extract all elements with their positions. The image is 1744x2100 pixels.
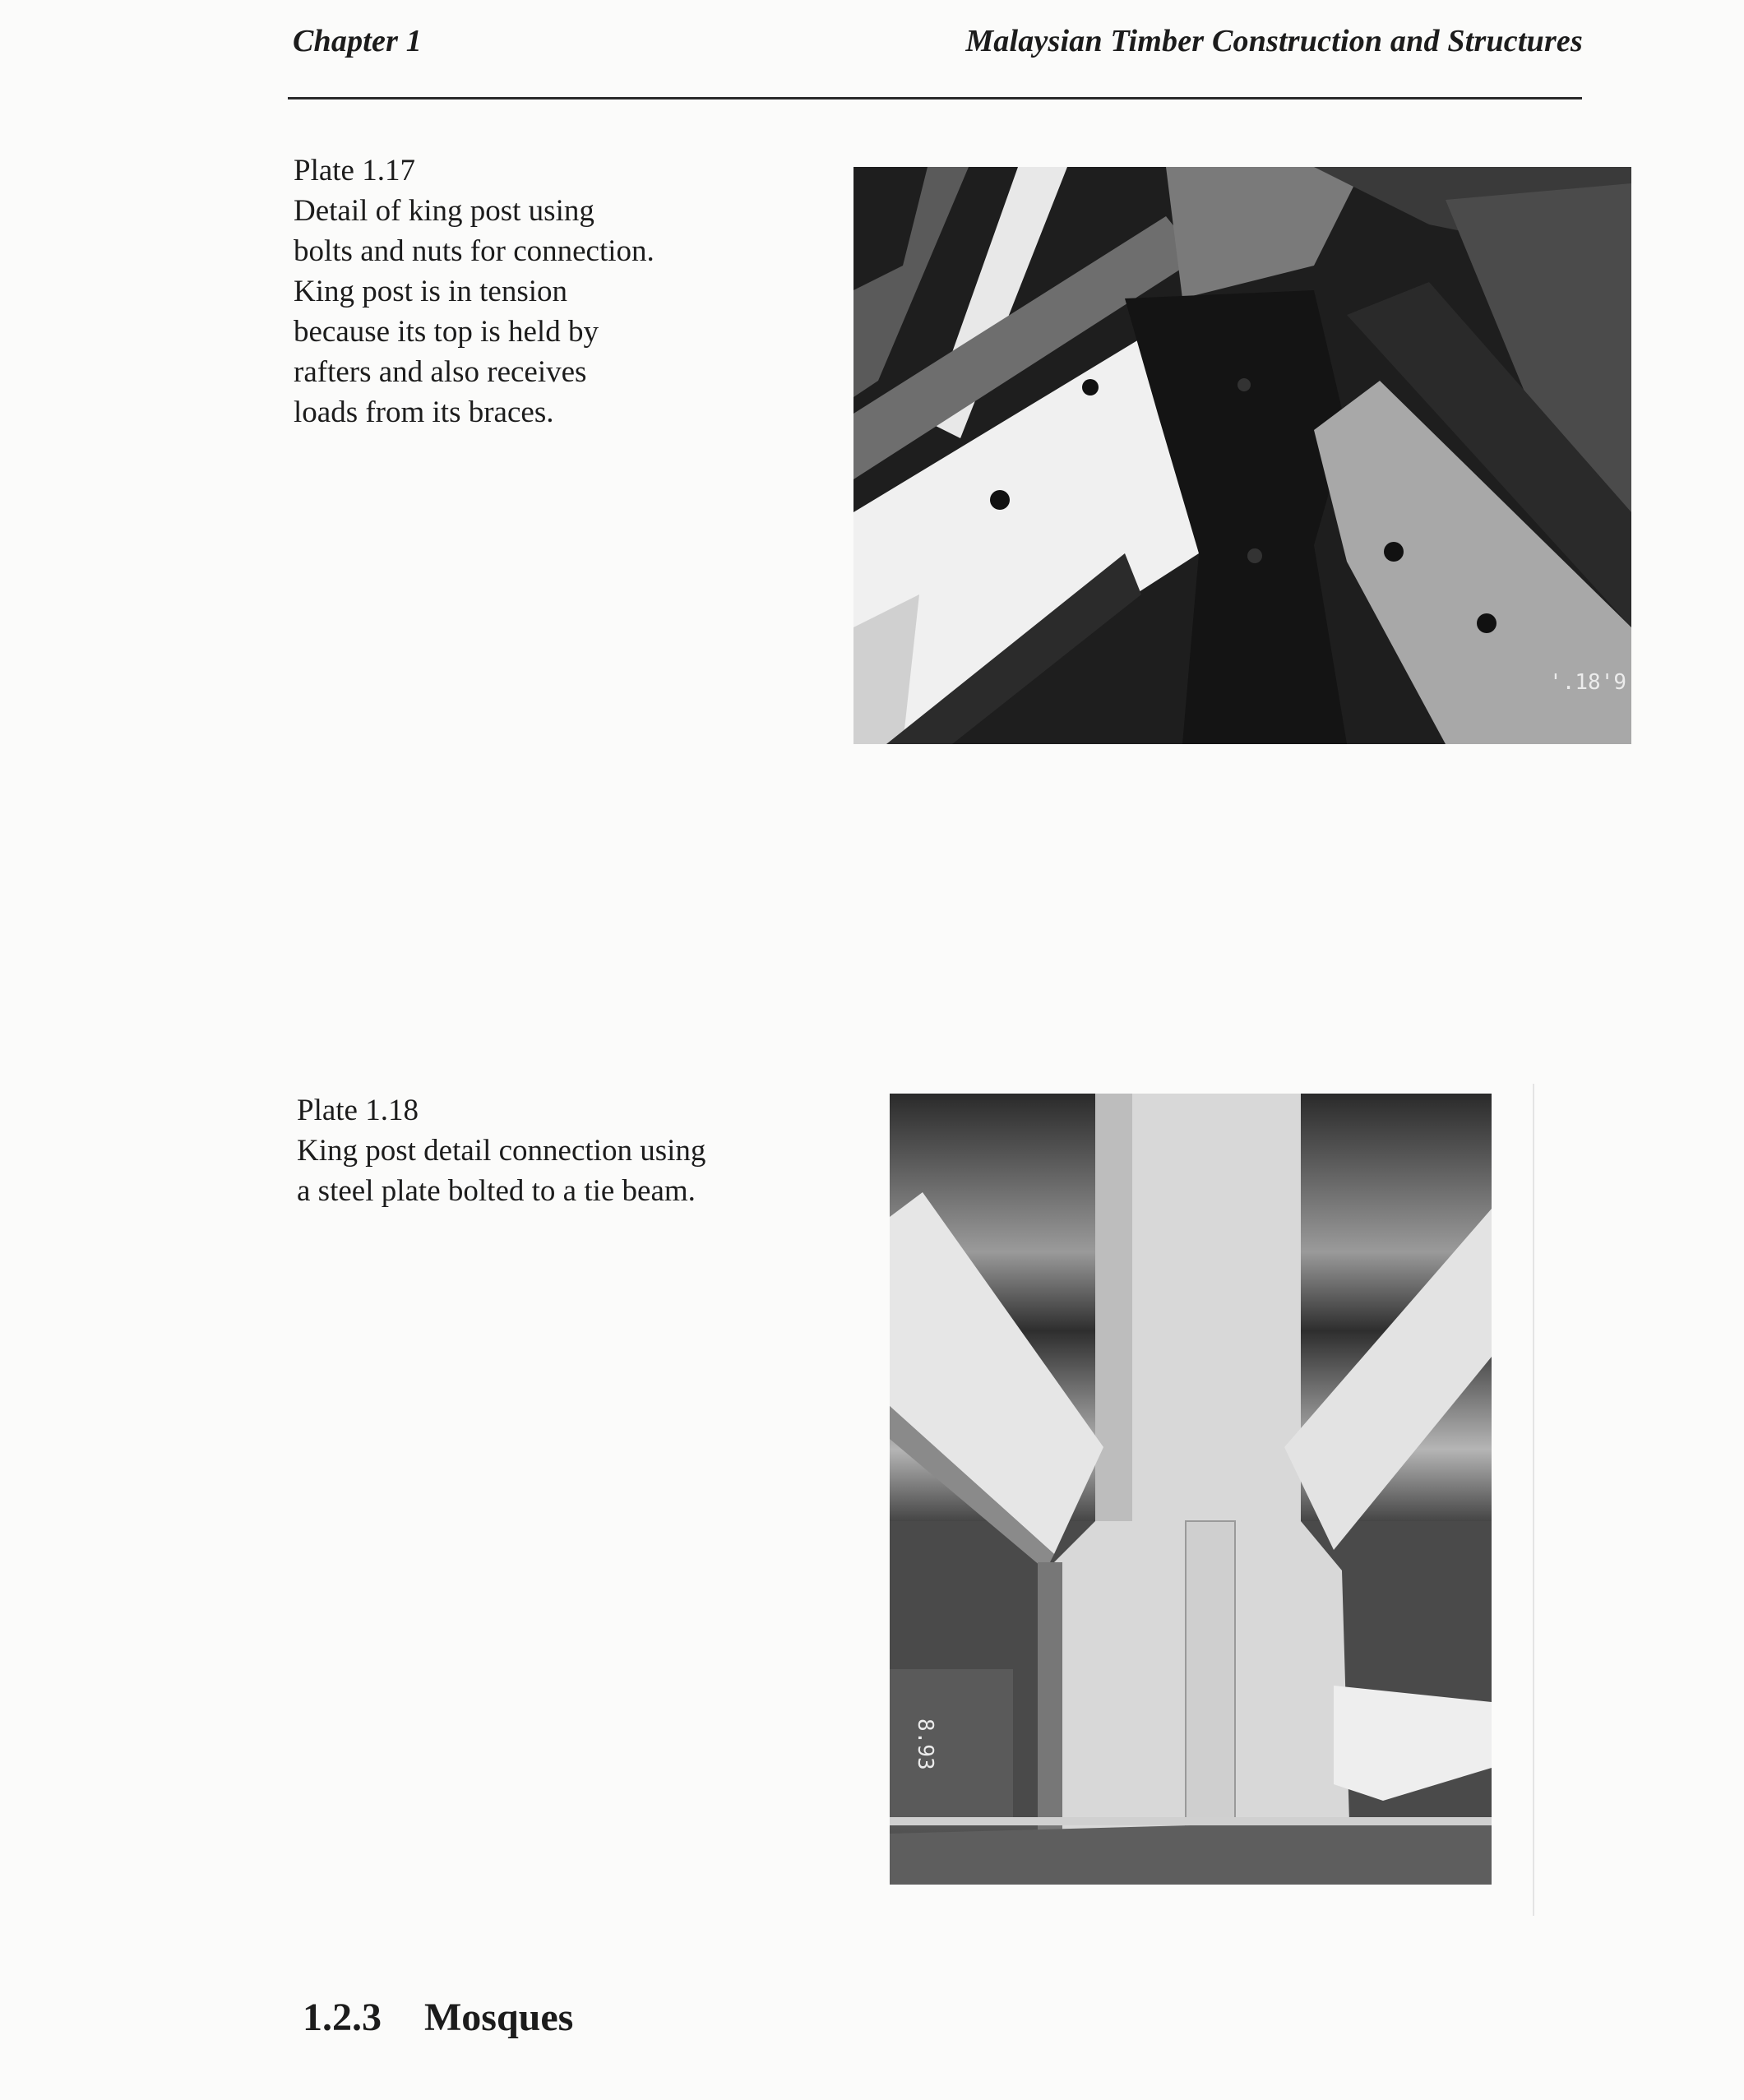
plate-caption-1-17 — [294, 150, 754, 432]
photo-date-stamp: '.18'9 — [1549, 670, 1626, 695]
photo-date-stamp: 8.93 — [913, 1718, 937, 1770]
section-number: 1.2.3 — [303, 1996, 382, 2039]
caption-line: Detail of king post using — [294, 194, 594, 228]
section-heading — [303, 1995, 573, 2040]
plate-photo-1-18 — [890, 1094, 1492, 1885]
plate-caption-1-18 — [297, 1090, 823, 1211]
king-post-bolted-photo — [853, 167, 1631, 744]
caption-line: loads from its braces. — [294, 395, 554, 429]
caption-line: because its top is held by — [294, 315, 599, 349]
caption-line: a steel plate bolted to a tie beam. — [297, 1174, 696, 1208]
caption-line: King post detail connection using — [297, 1134, 706, 1168]
caption-line: rafters and also receives — [294, 355, 587, 389]
caption-line: King post is in tension — [294, 275, 568, 308]
caption-line: bolts and nuts for connection. — [294, 234, 655, 268]
plate-photo-1-17 — [853, 167, 1631, 744]
section-title: Mosques — [424, 1996, 574, 2039]
header-rule — [288, 97, 1582, 99]
book-title-header: Malaysian Timber Construction and Structures — [965, 24, 1583, 58]
king-post-steel-plate-photo — [890, 1094, 1492, 1885]
plate-label: Plate 1.18 — [297, 1094, 419, 1127]
plate-label: Plate 1.17 — [294, 154, 415, 187]
chapter-header: Chapter 1 — [293, 24, 422, 58]
